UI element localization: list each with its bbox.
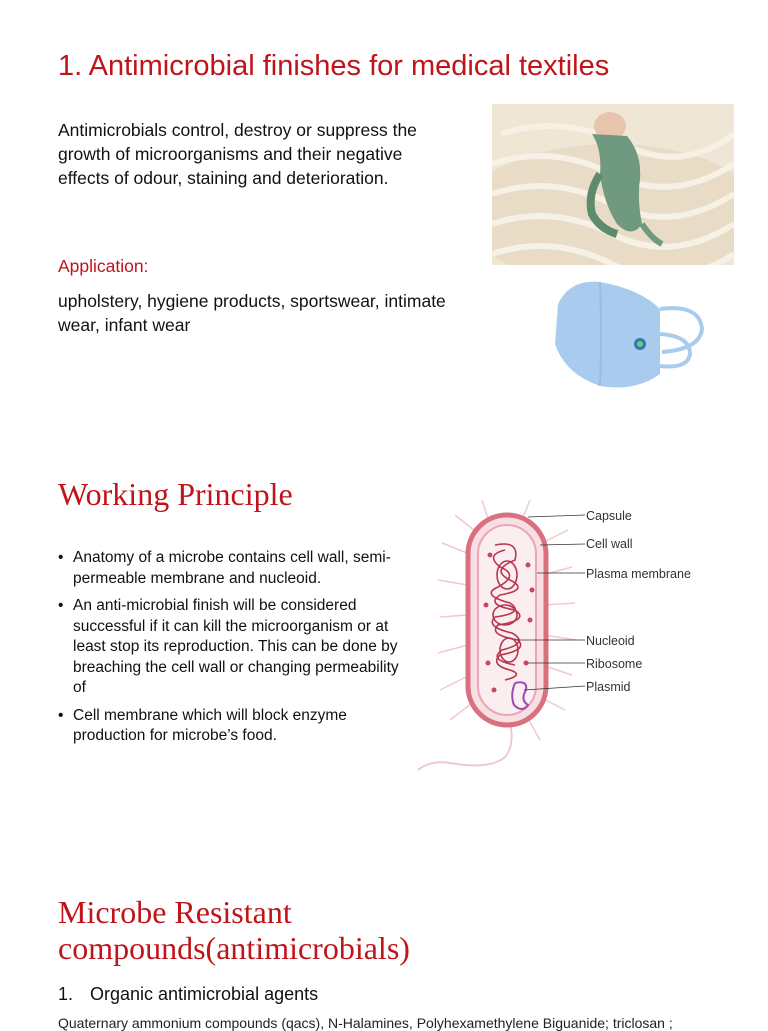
- item-text: Organic antimicrobial agents: [90, 984, 319, 1004]
- bullet-text: Cell membrane which will block enzyme production for microbe’s food.: [73, 706, 347, 744]
- bullet-dot: •: [58, 597, 64, 614]
- bullet-item: [58, 596, 408, 699]
- label-nucleoid: Nucleoid: [586, 634, 635, 648]
- working-principle-title: Working Principle: [58, 476, 293, 512]
- intro-paragraph: Antimicrobials control, destroy or suppress the growth of microorganisms and their negative effects of odour, staining and deterioration.: [58, 120, 417, 188]
- bullet-text: An anti-microbial finish will be considered successful if it can kill the microorganism or at least stop its reproduction. This can be done by breaching the cell wall or changing permeability of: [73, 597, 399, 696]
- infant-wear-photo: [492, 104, 734, 265]
- bullet-dot: •: [58, 549, 64, 566]
- label-ribosome: Ribosome: [586, 657, 643, 671]
- section-title-antimicrobial-finishes: 1. Antimicrobial finishes for medical textiles: [58, 50, 610, 82]
- bullet-item: [58, 548, 408, 589]
- item-number: 1.: [58, 984, 74, 1004]
- application-label: Application:: [58, 256, 149, 276]
- application-text: upholstery, hygiene products, sportswear, intimate wear, infant wear: [58, 291, 446, 335]
- microbe-resistant-title: Microbe Resistant compounds(antimicrobials): [58, 894, 410, 966]
- face-mask-image: [540, 274, 710, 404]
- working-principle-bullets: [58, 548, 408, 754]
- bullet-text: Anatomy of a microbe contains cell wall, semi-permeable membrane and nucleoid.: [73, 549, 391, 587]
- plasma-membrane-shape: [478, 525, 536, 715]
- bullet-item: [58, 706, 408, 747]
- label-plasma-membrane: Plasma membrane: [586, 567, 691, 581]
- label-plasmid: Plasmid: [586, 680, 631, 694]
- compounds-list-text: Quaternary ammonium compounds (qacs), N-Halamines, Polyhexamethylene Biguanide; triclosan ;: [58, 1015, 673, 1031]
- label-capsule: Capsule: [586, 509, 632, 523]
- label-cell-wall: Cell wall: [586, 537, 633, 551]
- bullet-dot: •: [58, 706, 64, 724]
- bacterium-anatomy-diagram: [410, 495, 750, 785]
- flagellum-icon: [418, 723, 512, 770]
- organic-agents-item: [58, 984, 318, 1005]
